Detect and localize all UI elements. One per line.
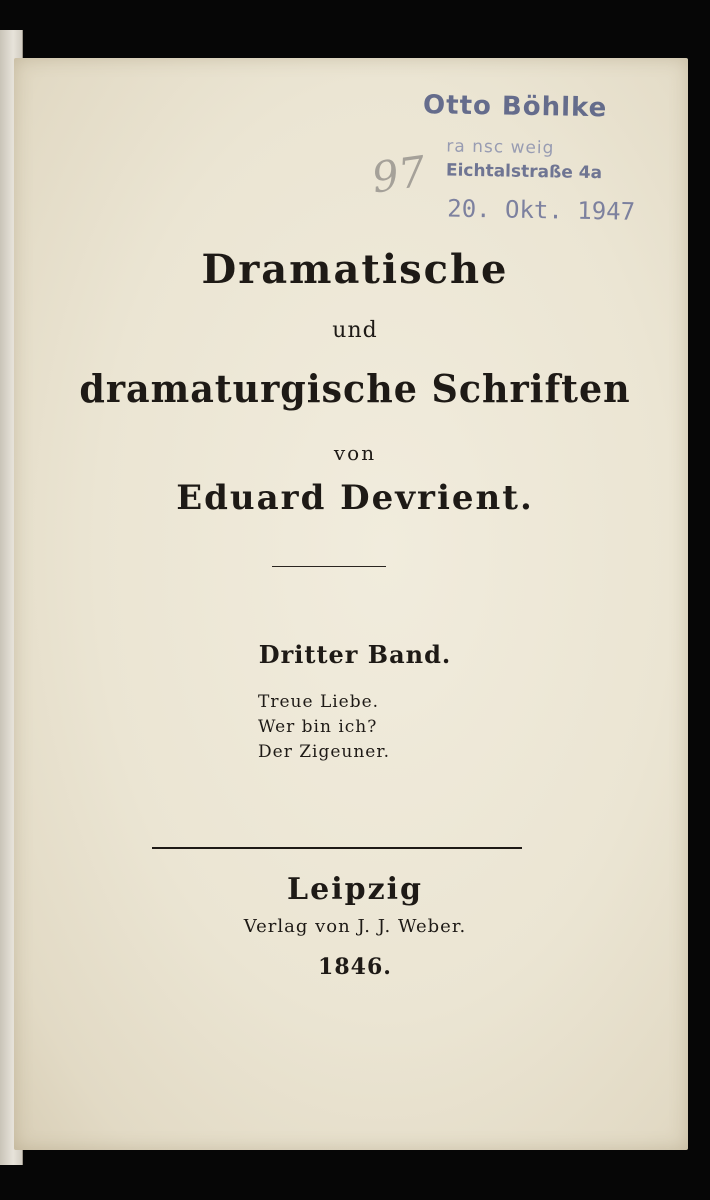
title-conjunction: und [332, 318, 378, 343]
stamp-name: Otto Böhlke [422, 90, 608, 124]
book-subtitle: dramaturgische Schriften [79, 366, 631, 411]
short-divider [272, 566, 386, 567]
contents-item: Treue Liebe. [258, 692, 380, 712]
author-name: Eduard Devrient. [176, 478, 534, 518]
owner-stamp [417, 90, 650, 244]
contents-item: Wer bin ich? [258, 717, 378, 737]
pencil-note: 97 [368, 146, 429, 203]
volume-label: Dritter Band. [258, 640, 452, 669]
contents-item: Der Zigeuner. [258, 742, 391, 762]
book-title: Dramatische [201, 246, 509, 293]
contents-list [258, 690, 390, 765]
publication-city: Leipzig [287, 872, 423, 907]
stamp-date: 20. Okt. 1947 [447, 194, 636, 226]
author-prefix: von [333, 441, 377, 465]
stamp-street: Eichtalstraße 4a [445, 160, 603, 184]
long-divider [152, 847, 522, 849]
stamp-city: ra nsc weig [446, 136, 555, 159]
publisher: Verlag von J. J. Weber. [243, 916, 467, 937]
publication-year: 1846. [318, 954, 392, 980]
